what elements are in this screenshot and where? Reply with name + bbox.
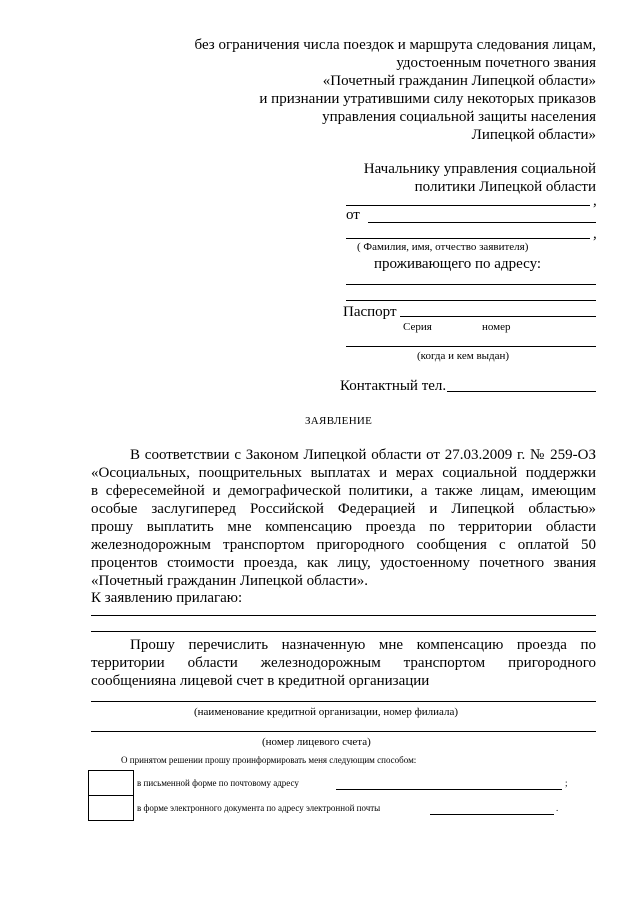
paragraph-1-line-7: процентов стоимости проезда, как лицу, удостоенному почетного звания — [91, 555, 596, 571]
name-blank-line[interactable] — [346, 238, 590, 239]
addressee-blank-line[interactable] — [346, 205, 590, 206]
header-line-5: управления социальной защиты населения — [322, 109, 596, 125]
bank-name-line[interactable] — [91, 701, 596, 702]
paragraph-1-line-1: В соответствии с Законом Липецкой области от 27.03.2009 г. № 259-ОЗ — [130, 447, 596, 463]
postal-address-line[interactable] — [336, 789, 562, 790]
address-line-2[interactable] — [346, 300, 596, 301]
option-email-checkbox[interactable] — [88, 795, 134, 821]
account-caption: (номер лицевого счета) — [262, 736, 371, 748]
passport-label: Паспорт — [343, 304, 397, 320]
comma: , — [593, 193, 597, 209]
issued-caption: (когда и кем выдан) — [417, 350, 510, 362]
paragraph-2-line-2: территории области железнодорожным транспортом пригородного — [91, 655, 596, 671]
phone-field-line[interactable] — [447, 391, 596, 392]
option-email-label: в форме электронного документа по адресу электронной почты — [137, 803, 381, 813]
comma-2: , — [593, 226, 597, 242]
addressee-line-2: политики Липецкой области — [414, 179, 596, 195]
paragraph-1-line-2: «Осоциальных, поощрительных выплатах и мерах социальной поддержки — [91, 465, 596, 481]
addressee-line-1: Начальнику управления социальной — [363, 161, 596, 177]
attachments-line-2[interactable] — [91, 631, 596, 632]
option-postal-end: ; — [565, 778, 568, 788]
series-label: Серия — [403, 321, 432, 333]
option-postal-label: в письменной форме по почтовому адресу — [137, 778, 299, 788]
phone-label: Контактный тел. — [340, 378, 447, 394]
notify-intro: О принятом решении прошу проинформировать меня следующим способом: — [121, 755, 417, 765]
header-line-6: Липецкой области» — [471, 127, 596, 143]
paragraph-1-line-3: в сфересемейной и демографической политики, а также лицам, имеющим — [91, 483, 596, 499]
attachments-label: К заявлению прилагаю: — [91, 590, 243, 606]
account-line[interactable] — [91, 731, 596, 732]
attachments-line-1[interactable] — [91, 615, 596, 616]
paragraph-2-line-1: Прошу перечислить назначенную мне компенсацию проезда по — [130, 637, 596, 653]
document-title: ЗАЯВЛЕНИЕ — [305, 415, 373, 427]
residing-label: проживающего по адресу: — [374, 256, 542, 272]
from-label: от — [346, 207, 360, 223]
paragraph-1-line-4: особые заслугиперед Российской Федерацией и Липецкой областью» — [91, 501, 596, 517]
paragraph-2-line-3: сообщенияна лицевой счет в кредитной организации — [91, 673, 430, 689]
header-line-1: без ограничения числа поездок и маршрута следования лицам, — [194, 37, 596, 53]
email-address-line[interactable] — [430, 814, 554, 815]
header-line-3: «Почетный гражданин Липецкой области» — [322, 73, 596, 89]
issued-field-line[interactable] — [346, 346, 596, 347]
name-caption: ( Фамилия, имя, отчество заявителя) — [357, 241, 529, 253]
option-email-end: . — [556, 803, 559, 813]
bank-caption: (наименование кредитной организации, номер филиала) — [194, 706, 459, 718]
header-line-2: удостоенным почетного звания — [396, 55, 596, 71]
header-line-4: и признании утратившими силу некоторых приказов — [259, 91, 596, 107]
address-line-1[interactable] — [346, 284, 596, 285]
option-postal-checkbox[interactable] — [88, 770, 134, 796]
passport-field-line[interactable] — [400, 316, 596, 317]
number-label: номер — [482, 321, 511, 333]
paragraph-1-line-6: железнодорожным транспортом пригородного сообщения с оплатой 50 — [91, 537, 596, 553]
from-field-line[interactable] — [368, 222, 596, 223]
paragraph-1-line-8: «Почетный гражданин Липецкой области». — [91, 573, 368, 589]
paragraph-1-line-5: прошу выплатить мне компенсацию проезда по территории области — [91, 519, 596, 535]
